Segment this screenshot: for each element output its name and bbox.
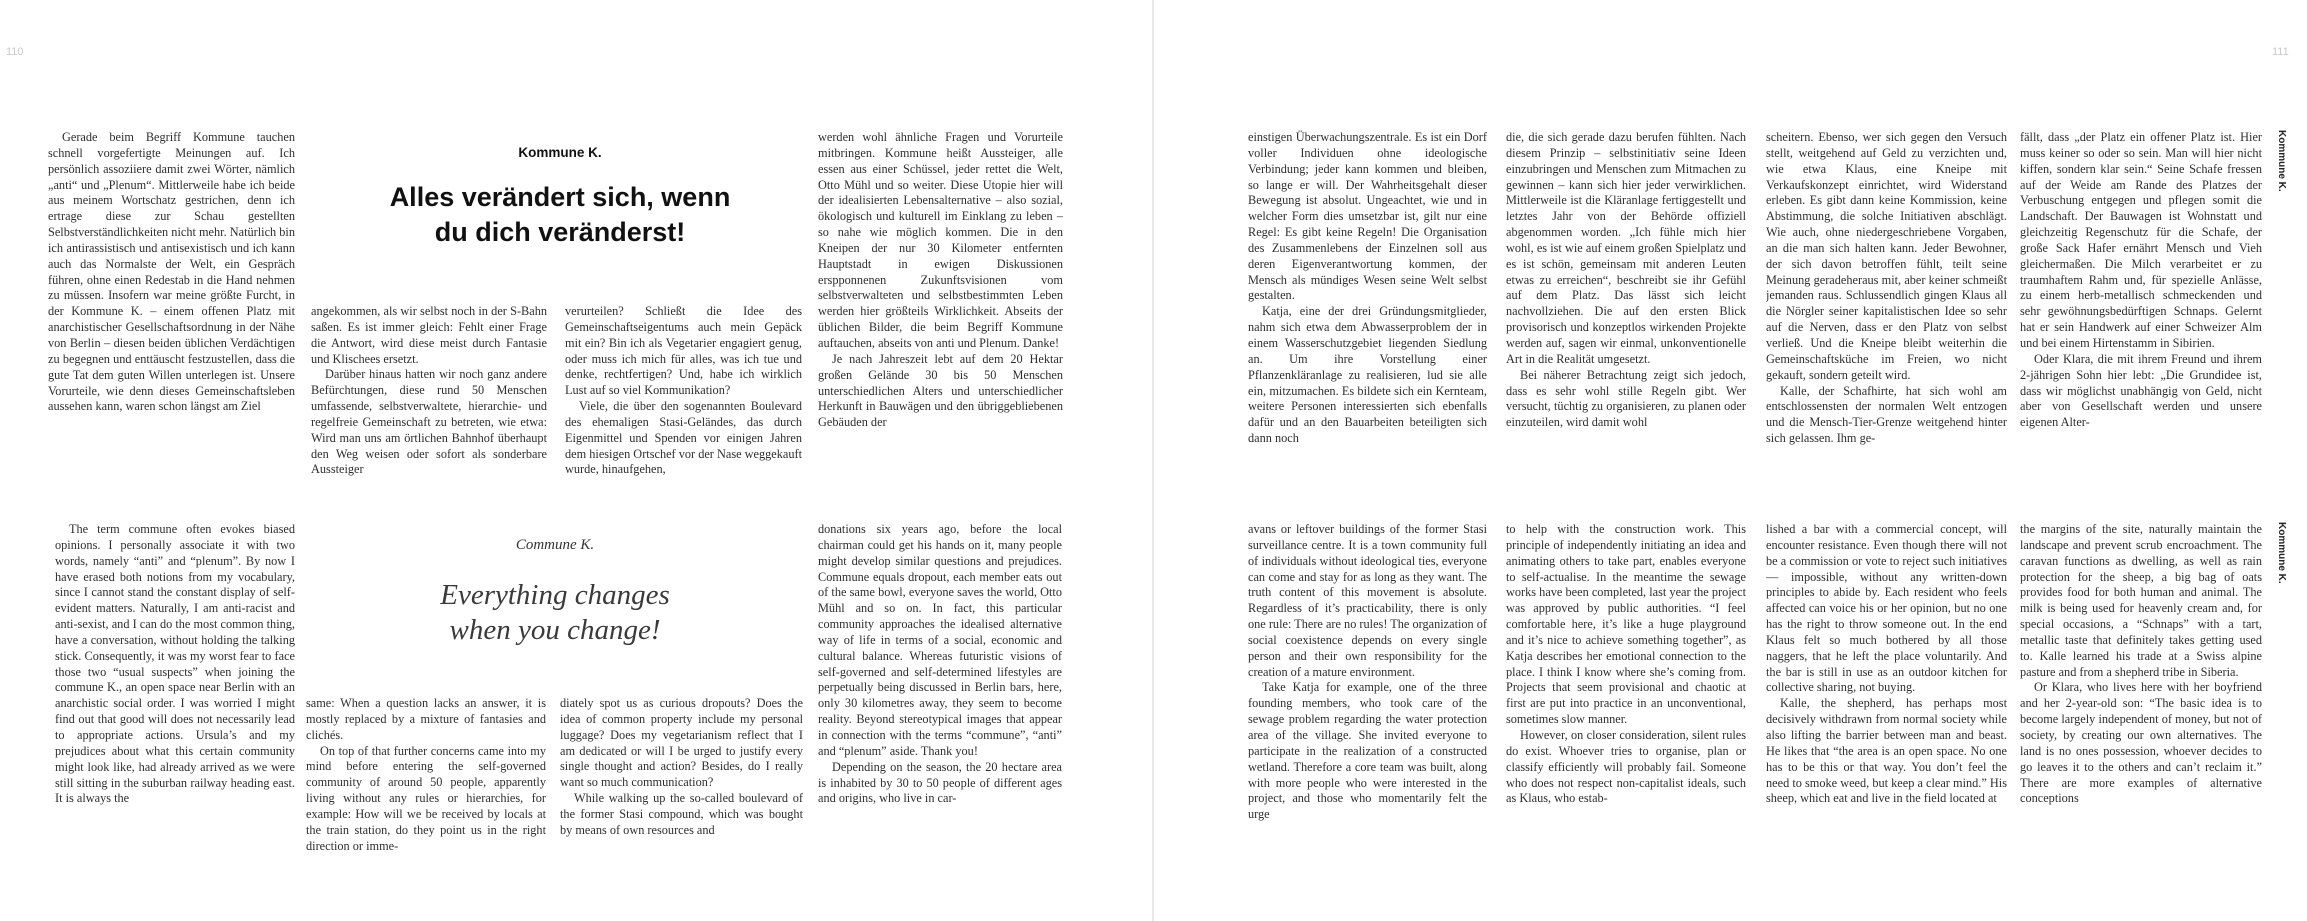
right-page bbox=[1154, 0, 2307, 921]
english-column-8 bbox=[2020, 522, 2262, 886]
english-kicker: Commune K. bbox=[515, 537, 595, 553]
paragraph: Kalle, der Schafhirte, hat sich wohl am entschlossensten der normalen Welt entzogen und die Mensch-Tier-Grenze weitgehend hinter sich gelassen. Ihm ge- bbox=[1766, 383, 2007, 446]
paragraph: die, die sich gerade dazu berufen fühlten. Nach diesem Prinzip – selbstinitiativ seine Ideen einzubringen und Menschen zum Mitmachen zu gewinnen – kann sich hier jeder verwirklichen. Mittlerweile ist die Kläranlage fertiggestellt und letztes Jahr von der Behörde offiziell abgenommen worden. „Ich fühle mich hier wohl, es ist wie auf einem großen Spielplatz und es ist schön, gemeinsam mit anderen Leuten etwas zu erreichen“, beschreibt sie ihr Gefühl auf dem Platz. Das lässt sich leicht nachvollziehen. Die auf den ersten Blick provisorisch und konzeptlos wirkenden Projekte werden auf, sagen wir einmal, unkonventionelle Art in die Realität umgesetzt. bbox=[1506, 130, 1746, 366]
paragraph: Or Klara, who lives here with her boyfriend and her 2-year-old son: “The basic idea is to become largely independent of money, but not of society, by creating our own alternatives. The land is no ones possession, whoever decides to go leaves it to the others and can’t reclaim it.” There are more examples of alternative conceptions bbox=[2020, 680, 2262, 806]
paragraph: to help with the construction work. This principle of independently initiating an idea and animating others to take part, enables everyone to self-actualise. In the meantime the sewage works have been completed, last year the project was approved by public authorities. “I feel comfortable here, it’s like a huge playground and it’s nice to achieve something together”, as Katja describes her emotional connection to the place. I think I know where she’s coming from. Projects that seem provisional and chaotic at first are put into practice in an unconventional, sometimes slow manner. bbox=[1506, 522, 1746, 727]
paragraph: werden wohl ähnliche Fragen und Vorurteile mitbringen. Kommune heißt Aussteiger, alle essen aus einer Schüssel, jeder rettet die Welt, Otto Mühl und so weiter. Diese Utopie hier will der idealisierten Lebensalternative – also sozial, ökologisch und kulturell im Einklang zu leben – so nahe wie möglich kommen. Die in den Kneipen der nur 30 Kilometer entfernten Hauptstadt in ewigen Diskussionen erspponnenen Zukunftsvisionen vom selbstverwalteten und selbstbestimmten Leben werden hier größteils Wirklichkeit. Abseits der üblichen Bilder, die beim Begriff Kommune auftauchen, abseits von anti und Plenum. Danke! bbox=[818, 130, 1063, 350]
paragraph: avans or leftover buildings of the former Stasi surveillance centre. It is a town community full of individuals without ideological ties, everyone can come and stay for as long as they want. The truth content of this movement is absolute. Regardless of it’s practicability, there is only one rule: There are no rules! The organization of social coexistence depends on every single person and their own responsibility for the creation of a mature environment. bbox=[1248, 522, 1487, 679]
english-column-1 bbox=[55, 522, 295, 886]
left-page bbox=[0, 0, 1153, 921]
english-title-line-2: when you change! bbox=[449, 614, 661, 646]
section-side-label-german: Kommune K. bbox=[2276, 130, 2287, 192]
page-number-left: 110 bbox=[6, 46, 24, 58]
paragraph: lished a bar with a commercial concept, will encounter resistance. Even though there will not be a commission or vote to reject such initiatives — impossible, without any written-down principles to abide by. Each resident who feels affected can voice his or her opinion, but no one has the right to throw someone out. In the end Klaus felt so much bothered by all those naggers, that he left the place voluntarily. And the bar is still in use as an outdoor kitchen for collective sharing, not buying. bbox=[1766, 522, 2007, 695]
paragraph: Darüber hinaus hatten wir noch ganz andere Befürchtungen, diese rund 50 Menschen umfassende, selbstverwaltete, hierarchie- und regelfreie Gemeinschaft zu betreten, wie etwa: Wird man uns am örtlichen Bahnhof überhaupt den Weg weisen oder sofort als sonderbare Aussteiger bbox=[311, 367, 547, 477]
paragraph: Je nach Jahreszeit lebt auf dem 20 Hektar großen Gelände 30 bis 50 Menschen unterschiedlichen Alters und unterschiedlicher Herkunft in Bauwägen und den übriggebliebenen Gebäuden der bbox=[818, 351, 1063, 430]
english-column-5 bbox=[1248, 522, 1487, 886]
paragraph: the margins of the site, naturally maintain the landscape and prevent scrub encroachment. The caravan functions as dwelling, as well as rain protection for the sheep, a big bag of oats provides food for both human and animal. The milk is being used for heavenly cream and, for special occasions, a “Schnaps” with a tart, metallic taste that definitely takes getting used to. Kalle learned his trade at a Swiss alpine pasture and from a shepherd tribe in Siberia. bbox=[2020, 522, 2262, 679]
paragraph: Viele, die über den sogenannten Boulevard des ehemaligen Stasi-Geländes, das durch Eigenmittel und Spenden vor einigen Jahren dem hiesigen Ortschef vor der Nase weggekauft wurde, hinaufgehen, bbox=[565, 399, 802, 477]
german-column-7 bbox=[1766, 130, 2007, 494]
paragraph: verurteilen? Schließt die Idee des Gemeinschaftseigentums auch mein Gepäck mit ein? Bin ich als Vegetarier engagiert genug, oder muss ich mich für alles, was ich tue und denke, rechtfertigen? Und, habe ich wirklich Lust auf so viel Kommunikation? bbox=[565, 304, 802, 398]
german-column-6 bbox=[1506, 130, 1746, 494]
paragraph: The term commune often evokes biased opinions. I personally associate it with two words, namely “anti” and “plenum”. By now I have erased both notions from my vocabulary, since I cannot stand the constant display of self-evident matters. Naturally, I am anti-racist and anti-sexist, and I can do the most common thing, have a conversation, without holding the talking stick. Consequently, it was my worst fear to face those two “usual suspects” when joining the commune K., an open space near Berlin with an anarchistic social order. I was worried I might find out that good will does not necessarily lead to appropriate actions. Ursula’s and my prejudices about what this certain community might look like, had already arrived as we were still sitting in the suburban railway heading east. It is always the bbox=[55, 522, 295, 806]
paragraph: Depending on the season, the 20 hectare area is inhabited by 30 to 50 people of different ages and origins, who live in car- bbox=[818, 759, 1062, 806]
german-column-8 bbox=[2020, 130, 2262, 494]
section-side-label-english: Kommune K. bbox=[2276, 522, 2287, 584]
paragraph: While walking up the so-called boulevard of the former Stasi compound, which was bought by means of own resources and bbox=[560, 791, 803, 837]
paragraph: However, on closer consideration, silent rules do exist. Whoever tries to organise, plan or classify efficiently will probably fail. Someone who does not respect non-capitalist ideals, such as Klaus, who estab- bbox=[1506, 727, 1746, 806]
paragraph: fällt, dass „der Platz ein offener Platz ist. Hier muss keiner so oder so sein. Man will hier nicht kiffen, sondern klar sein.“ Seine Schafe fressen auf der Weide am Rande des Platzes der Verbuschung entgegen und pflegen somit die Landschaft. Der Bauwagen ist Wohnstatt und gleichzeitig Regenschutz für die Schafe, der große Sack Hafer ernährt Mensch und Vieh gleichermaßen. Die Milch verarbeitet er zu traumhaftem Rahm und, für spezielle Anlässe, zu einem herb-metallisch schmeckenden und sehr gewöhnungsbedürftigen Schnaps. Gelernt hat er sein Handwerk auf einer Schweizer Alm und bei einem Hirtenstamm in Sibirien. bbox=[2020, 130, 2262, 350]
english-title-line-1: Everything changes bbox=[440, 579, 670, 611]
page-number-right: 111 bbox=[2272, 46, 2289, 58]
paragraph: Bei näherer Betrachtung zeigt sich jedoch, dass es sehr wohl stille Regeln gibt. Wer versucht, tüchtig zu organisieren, zu planen oder einzuteilen, wird damit wohl bbox=[1506, 367, 1746, 430]
english-column-7 bbox=[1766, 522, 2007, 886]
english-title bbox=[355, 578, 755, 648]
paragraph: On top of that further concerns came into my mind before entering the self-governed community of around 50 people, apparently living without any rules or hierarchies, for example: How will we be received by locals at the train station, do they point us in the right direction or imme- bbox=[306, 743, 546, 853]
paragraph: same: When a question lacks an answer, it is mostly replaced by a mixture of fantasies and clichés. bbox=[306, 696, 546, 742]
paragraph: Gerade beim Begriff Kommune tauchen schnell vorgefertigte Meinungen auf. Ich persönlich assoziiere damit zwei Wörter, nämlich „anti“ und „Plenum“. Mittlerweile habe ich beide aus meinem Wortschatz gestrichen, denn ich ertrage diese zur Schau gestellten Selbstverständlichkeiten nicht mehr. Natürlich bin ich antirassistisch und antisexistisch und ich kann auch das Normalste der Welt, ein Gespräch führen, ohne einen Redestab in die Hand nehmen zu müssen. Insofern war meine größte Furcht, in der Kommune K. – einem offenen Platz mit anarchistischer Gesellschaftsordnung in der Nähe von Berlin – diesen beiden üblichen Verdächtigen zu begegnen und enttäuscht festzustellen, dass die gute Tat dem guten Willen unterlegen ist. Unsere Vorurteile, wie denn dieses Gemeinschaftsleben aussehen kann, waren schon längst am Ziel bbox=[48, 130, 295, 414]
paragraph: donations six years ago, before the local chairman could get his hands on it, many people might develop similar questions and prejudices. Commune equals dropout, each member eats out of the same bowl, everyone saves the world, Otto Mühl and so on. In fact, this particular community approaches the idealised alternative way of life in terms of a social, economic and cultural balance. Whereas futuristic visions of self-governed and self-determined lifestyles are perpetually being discussed in Berlin bars, here, only 30 kilometres away, they seem to become reality. Beyond stereotypical images that appear in connection with the terms “commune”, “anti” and “plenum” aside. Thank you! bbox=[818, 522, 1062, 758]
german-title-line-1: Alles verändert sich, wenn bbox=[389, 182, 731, 212]
paragraph: Katja, eine der drei Gründungsmitglieder, nahm sich etwa dem Abwasserproblem der in einem Wasserschutzgebiet liegenden Siedlung an. Um ihre Vorstellung einer Pflanzenkläranlage zu realisieren, lud sie alle ein, mitzumachen. Es bildete sich ein Kernteam, weitere Personen interessierten sich ebenfalls dafür und an den Bauarbeiten beteiligten sich dann noch bbox=[1248, 304, 1487, 446]
german-column-4 bbox=[818, 130, 1063, 494]
german-column-3 bbox=[565, 304, 802, 494]
english-heading bbox=[355, 537, 755, 648]
german-column-2 bbox=[311, 304, 547, 494]
paragraph: Kalle, the shepherd, has perhaps most decisively withdrawn from normal society while also lifting the barrier between man and beast. He likes that “the area is an open space. No one has to be this or that way. You don’t feel the need to smoke weed, but keep a clear mind.” His sheep, which eat and live in the field located at bbox=[1766, 696, 2007, 806]
paragraph: scheitern. Ebenso, wer sich gegen den Versuch stellt, weitgehend auf Geld zu verzichten und, wie etwa Klaus, eine Kneipe mit Verkaufskonzept einrichtet, wird Widerstand erleben. Es gibt dann keine Kommission, keine Abstimmung, die solche Initiativen abschlägt. Wie auch, ohne niedergeschriebene Vorgaben, an die man sich halten kann. Jeder Bewohner, der sich davon betroffen fühlt, teilt seine Meinung geradeheraus mit, aber keiner schmeißt jemanden raus. Schlussendlich gingen Klaus all die Nörgler seiner kapitalistischen Idee so sehr auf die Nerven, dass er den Platz von selbst verließ. Und die Kneipe bleibt weiterhin die Gemeinschaftsküche im Freien, wo nicht gekauft, sondern geteilt wird. bbox=[1766, 130, 2007, 382]
german-column-5 bbox=[1248, 130, 1487, 494]
english-column-2 bbox=[306, 696, 546, 886]
german-column-1 bbox=[48, 130, 295, 494]
english-column-3 bbox=[560, 696, 803, 886]
paragraph: Oder Klara, die mit ihrem Freund und ihrem 2-jährigen Sohn hier lebt: „Die Grundidee ist, dass wir möglichst unabhängig von Geld, nicht aber von Gesellschaft werden und unsere eigenen Alter- bbox=[2020, 351, 2262, 430]
german-title bbox=[340, 180, 780, 250]
german-heading bbox=[340, 145, 780, 250]
german-title-line-2: du dich veränderst! bbox=[434, 217, 686, 247]
paragraph: diately spot us as curious dropouts? Does the idea of common property include my personal luggage? Does my vegetarianism reflect that I am dedicated or will I be urged to justify every single thought and action? Besides, do I really want so much communication? bbox=[560, 696, 803, 790]
english-column-6 bbox=[1506, 522, 1746, 886]
paragraph: Take Katja for example, one of the three founding members, who took care of the sewage problem regarding the water protection area of the village. She invited everyone to participate in the realization of a constructed wetland. Therefore a core team was built, along with more people who were interested in the project, and those who momentarily felt the urge bbox=[1248, 680, 1487, 822]
paragraph: angekommen, als wir selbst noch in der S-Bahn saßen. Es ist immer gleich: Fehlt einer Frage die Antwort, wird diese meist durch Fantasie und Klischees ersetzt. bbox=[311, 304, 547, 366]
german-kicker: Kommune K. bbox=[518, 145, 602, 160]
english-column-4 bbox=[818, 522, 1062, 886]
paragraph: einstigen Überwachungszentrale. Es ist ein Dorf voller Individuen ohne ideologische Verbindung; jeder kann kommen und bleiben, so lange er will. Der Wahrheitsgehalt dieser Bewegung ist absolut. Ungeachtet, wie und in welcher Form dies umsetzbar ist, gilt nur eine Regel: Es gibt keine Regeln! Die Organisation des Zusammenlebens der Einzelnen soll aus deren Eigenverantwortung kommen, der Mensch als mündiges Wesen seine Welt selbst gestalten. bbox=[1248, 130, 1487, 303]
